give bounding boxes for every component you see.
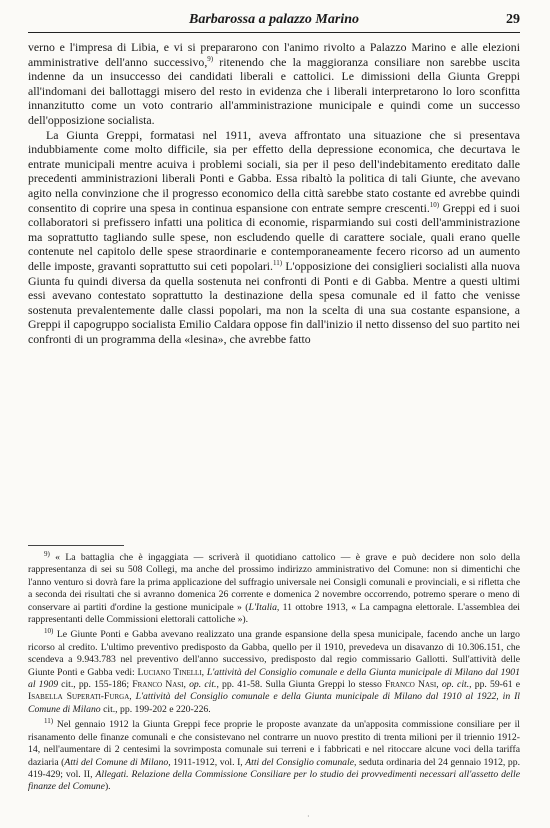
footnote-10-author-3: Franco Nasi xyxy=(384,679,437,691)
footnote-10-op-cit-2: op. cit. xyxy=(441,679,470,691)
printer-mark: · xyxy=(307,812,310,821)
footnote-10-author-1: Luciano Tinelli xyxy=(137,666,202,678)
paragraph-1 xyxy=(28,40,520,128)
footnote-10-title-1: , L'attività del Consiglio comunale e della Giunta municipale di Milano dal 1901 al 1909 xyxy=(28,666,520,691)
footnote-9-text-b: , 11 ottobre 1913, « La campagna elettorale. L'assemblea dei rappresentanti delle Commissioni elettorali cattoliche »). xyxy=(28,601,520,626)
footnote-10-author-4: Isabella Superati-Furga xyxy=(28,691,130,703)
paragraph-2-text-c: L'opposizione dei consiglieri socialisti alla nuova Giunta fu quindi diversa da quella sostenuta nei confronti di Ponti e di Gabba. Mentre a questi ultimi essi avevano contestato soprattutto la destinazione della spesa comunale ed il fatto che venisse sostenuta prevalentemente dalle classi popolari, ma non la scelta di una sua costante espansione, a Greppi il capogruppo socialista Emilio Caldara oppose fin dall'inizio il netto dissenso del suo partito nei confronti di un programma della «lesina», che avrebbe fatto xyxy=(28,258,520,346)
paragraph-2-text-a: La Giunta Greppi, formatasi nel 1911, aveva affrontato una situazione che si presentava indubbiamente come molto difficile, sia per effetto della depressione economica, che decurtava le entrate municipali mentre acuiva i problemi sociali, sia per il peso dell'indebitamento ereditato dalle precedenti amministrazioni liberali Ponti e Gabba. Essa ribaltò la politica di tali Giunte, che avevano agito nella convinzione che il progresso economico della città sarebbe stato costante ed avrebbe quindi consentito di coprire una spesa in continua espansione con entrate sempre crescenti. xyxy=(28,127,520,215)
footnote-11-text-c: , seduta ordinaria del 24 gennaio 1912, pp. 419-429; vol. II, xyxy=(28,756,520,780)
footnote-9 xyxy=(28,549,520,626)
footnote-10-text-a: Le Giunte Ponti e Gabba avevano realizzato una grande espansione della spesa municipale, facendo anche un largo ricorso al credito. L'ultimo preventivo predisposto da Gabba, quello per il 1910, prevedeva un disavanzo di 10.306.151, che scendeva a 9.943.783 nel preventivo dell'anno successivo, predisposto dal regio commissario Gallotti. Sull'attività delle Giunte Ponti e Gabba vedi: xyxy=(28,629,520,678)
footnote-10-text-g: cit., pp. 199-202 e 220-226. xyxy=(100,703,211,715)
footnote-10-author-2: Franco Nasi xyxy=(132,679,184,691)
footnote-ref-11[interactable]: 11) xyxy=(272,258,283,267)
paragraph-1-text-b: ritenendo che la maggioranza consiliare non sarebbe uscita indenne da un insuccesso dei candidati liberali e cattolici. Le dimissioni della Giunta Greppi all'indomani dei ballottaggi misero del resto in evidenza che i liberali interpretarono lo loro sconfitta innanzitutto come un voto contrario all'amministrazione municipale e quindi come un successo dell'opposizione socialista. xyxy=(28,54,521,127)
footnote-10-title-2: , L'attività del Consiglio comunale e della Giunta municipale di Milano dal 1910 al 1922, in Il Comune di Milano xyxy=(28,691,520,715)
footnote-marker-11: 11) xyxy=(44,717,54,726)
footnote-10-text-d: , pp. 41-58. Sulla Giunta Greppi lo stesso xyxy=(216,679,385,691)
footnote-10-text-e: , xyxy=(436,679,442,691)
footnote-11-text-a: Nel gennaio 1912 la Giunta Greppi fece proprie le proposte avanzate da un'apposita commissione consiliare per il risanamento delle finanze comunali e che consistevano nel contrarre un nuovo prestito di trenta milioni per il triennio 1912-14, nell'aumentare di 2 centesimi la sovrimposta comunale sui terreni e i fabbricati e nel ritoccare alcune voci della tariffa daziaria ( xyxy=(28,719,520,768)
footnote-10-text-c: , xyxy=(183,679,190,691)
main-text xyxy=(28,40,520,346)
footnote-10-text-b: cit., pp. 155-186; xyxy=(58,679,133,691)
footnote-11-title-3: Allegati. Relazione della Commissione Consiliare per lo studio dei provvedimenti necessari all'assetto delle finanze del Comune xyxy=(28,768,520,793)
footnote-10 xyxy=(28,629,520,716)
footnote-11-text-d: ). xyxy=(104,781,111,793)
paragraph-2-text-b: Greppi ed i suoi collaboratori si prefissero infatti una politica di economie, risparmiando sui costi dell'amministrazione ma soprattutto tagliando sulle spese, non escludendo quelle di carattere sociale, quali erano quelle contenute nel capitolo delle spese straordinarie e contemporaneamente fecero ricorso ad un aumento delle imposte, gravanti soprattutto sui ceti popolari. xyxy=(28,200,520,273)
footnote-ref-9[interactable]: 9) xyxy=(207,54,214,63)
footnote-9-source: L'Italia xyxy=(248,601,277,613)
footnote-11-title-2: Atti del Consiglio comunale xyxy=(245,756,355,768)
footnote-10-op-cit-1: op. cit. xyxy=(189,679,217,691)
running-title: Barbarossa a palazzo Marino xyxy=(189,12,359,27)
footnote-9-text-a: « La battaglia che è ingaggiata — scriverà il quotidiano cattolico — è grave e può decidere non solo della rappresentanza di sei su 508 Collegi, ma anche del prossimo indirizzo amministrativo del Comune: non si dimentichi che l'anno venturo si dovrà fare la prima applicazione del suffragio universale nei Consigli comunali e provinciali, e si rifletta che a seconda dei risultati che si avranno domenica 26 corrente e domenica 2 novembre occorrendo, potremo sperare o meno di conservare ai partiti d'ordine la gestione municipale » ( xyxy=(28,552,520,613)
footnote-marker-9: 9) xyxy=(44,549,50,558)
footnote-ref-10[interactable]: 10) xyxy=(429,200,440,209)
footnote-separator xyxy=(28,545,124,546)
page-number: 29 xyxy=(506,12,520,27)
footnote-10-text-f: , pp. 59-61 e xyxy=(469,679,521,691)
page-header xyxy=(28,10,520,33)
footnote-11 xyxy=(28,719,520,793)
paragraph-1-text-a: verno e l'impresa di Libia, e vi si prepararono con l'animo rivolto a Palazzo Marino e alle elezioni amministrative dell'anno successivo, xyxy=(28,40,520,69)
footnote-11-title-1: Atti del Comune di Milano xyxy=(64,756,169,768)
footnote-marker-10: 10) xyxy=(44,627,54,636)
footnotes xyxy=(28,549,521,797)
paragraph-2 xyxy=(28,128,520,347)
footnote-11-text-b: , 1911-1912, vol. I, xyxy=(168,756,246,768)
